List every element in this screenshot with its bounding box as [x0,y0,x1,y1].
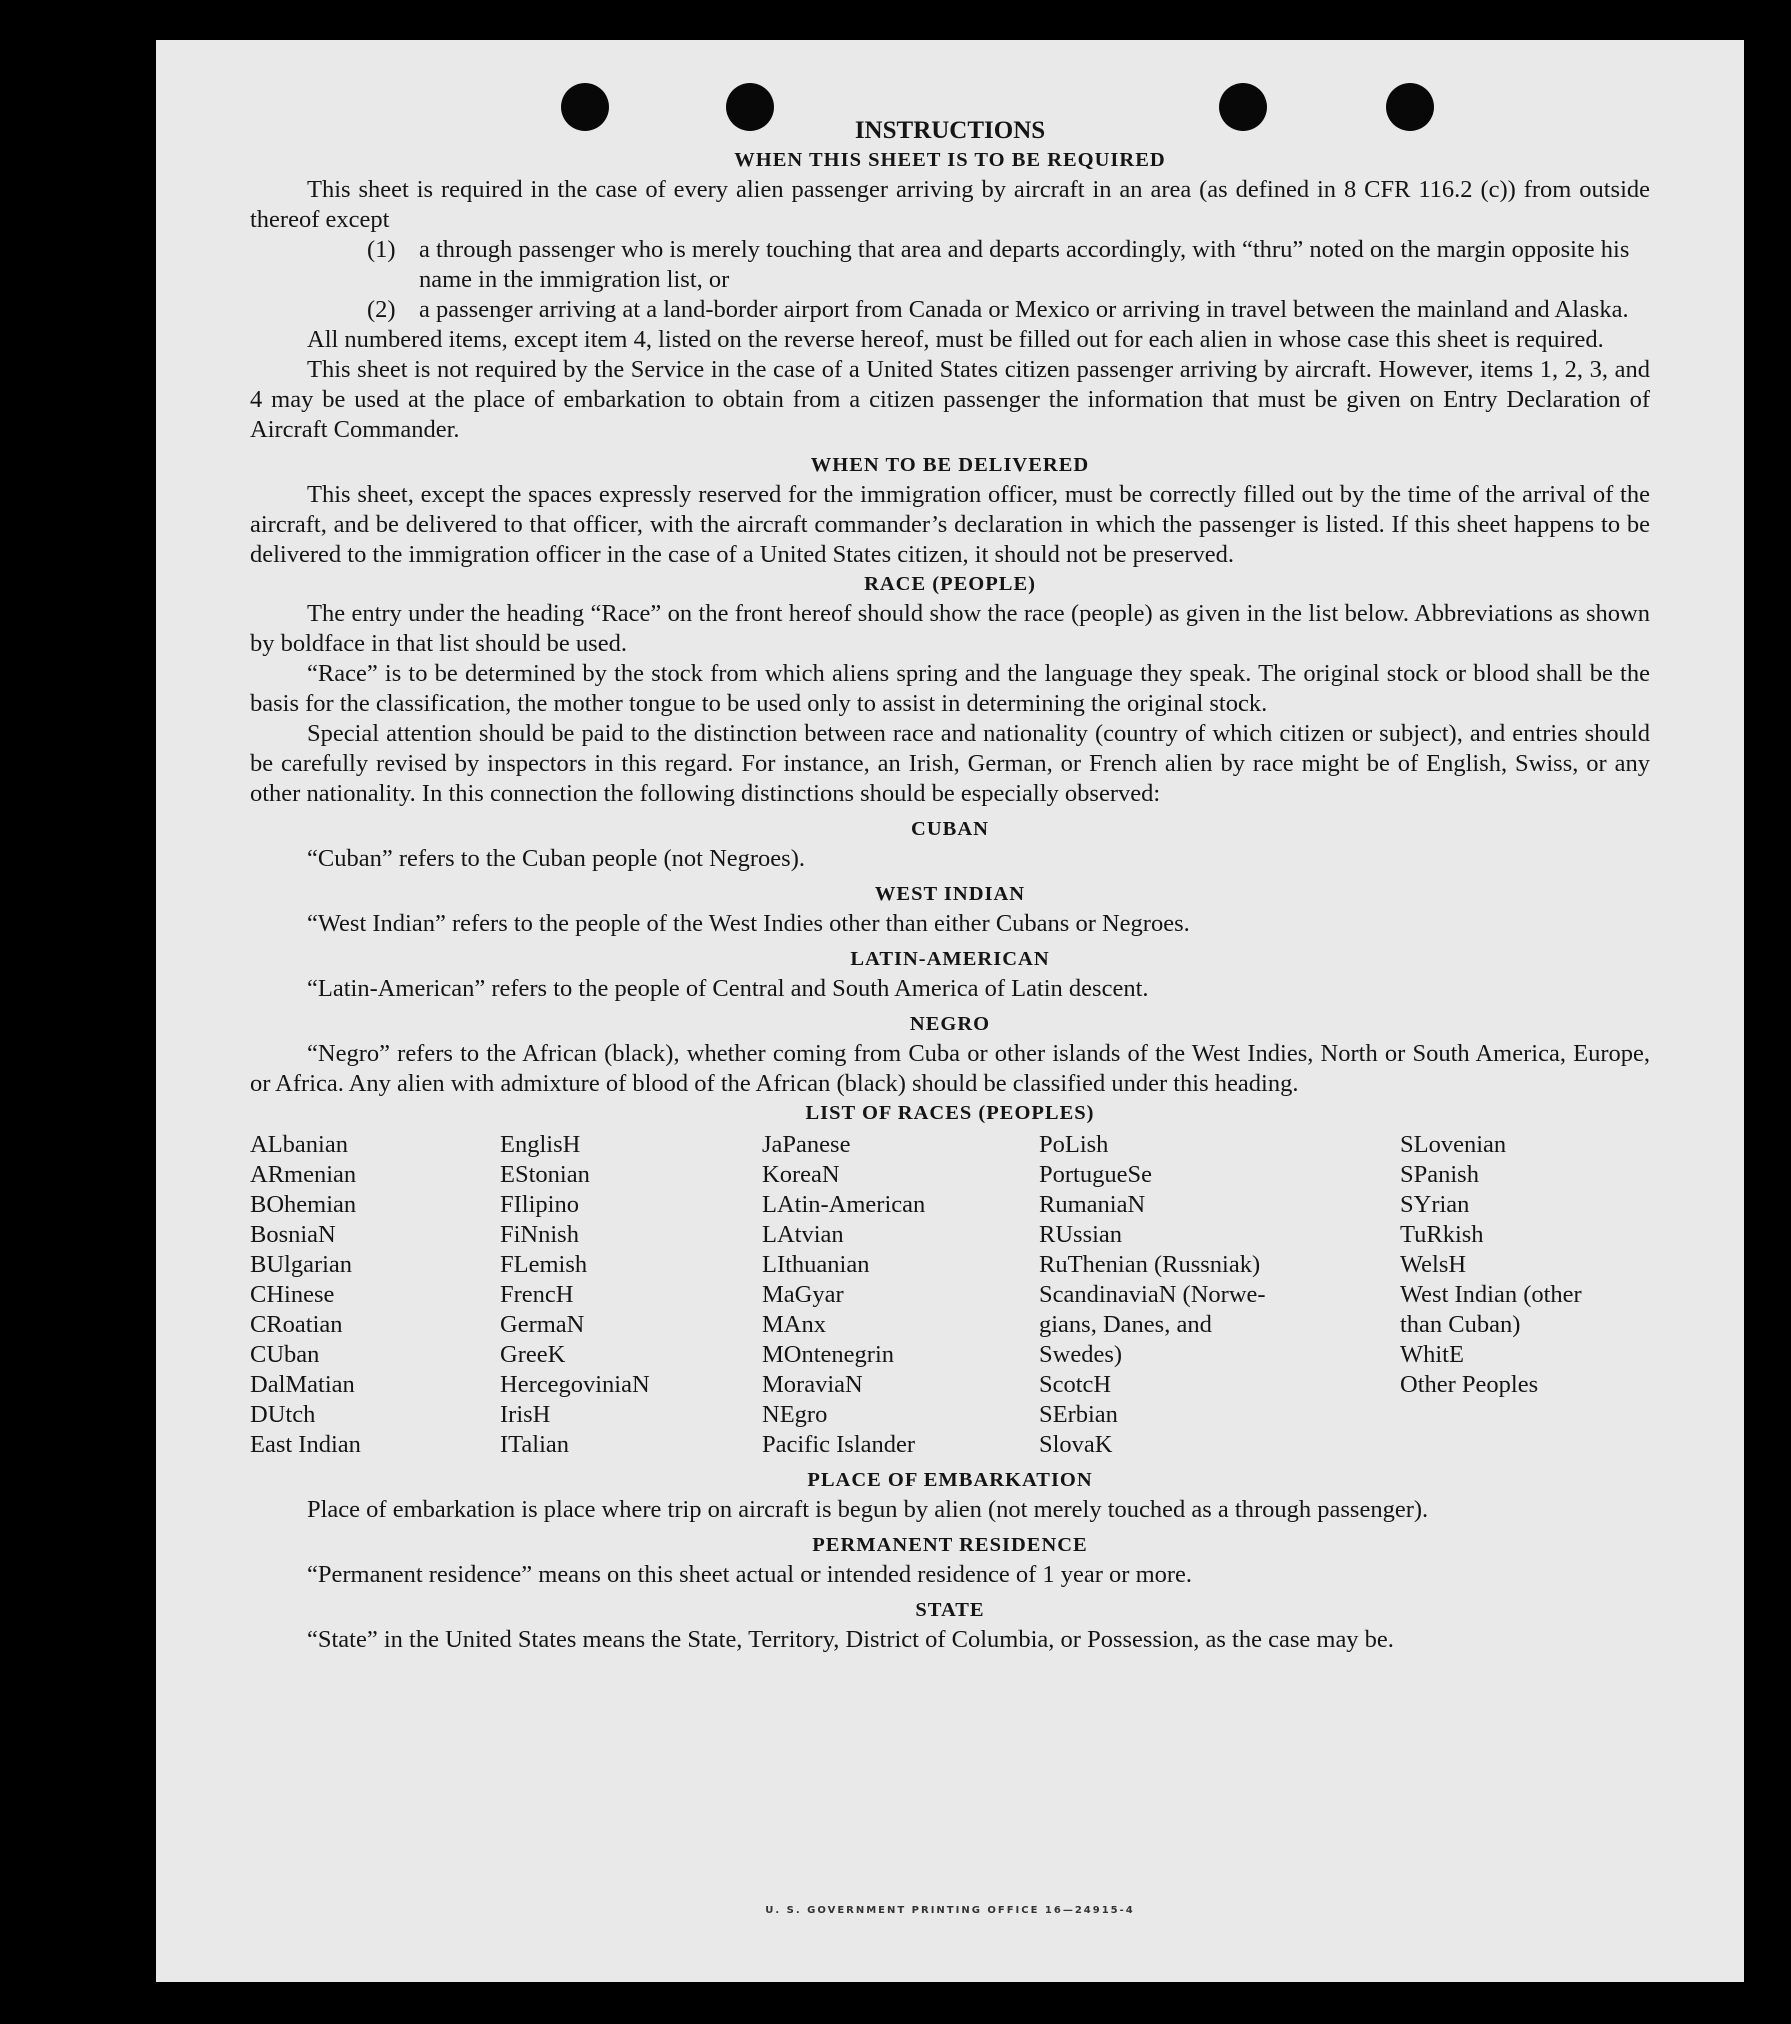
race-entry: ITalian [500,1431,570,1458]
race-entry: BOhemian [250,1191,357,1218]
race-entry: TuRkish [1400,1221,1484,1248]
paragraph: “Cuban” refers to the Cuban people (not Negroes). [307,845,805,872]
races-column [1400,1130,1650,1460]
race-entry: NEgro [762,1401,828,1428]
paragraph: This sheet is not required by the Service in the case of a United States citizen passenger arriving by aircraft. However, items 1, 2, 3, and 4 may be used at the place of embarkation to obtain from a citizen passenger the information that must be given on Entry Declaration of Aircraft Commander. [250,356,1650,443]
item-number: (1) [367,236,396,263]
race-entry: MOntenegrin [762,1341,894,1368]
section-heading: LATIN-AMERICAN [850,948,1050,970]
race-entry: MaGyar [762,1281,844,1308]
race-entry: ScotcH [1039,1371,1112,1398]
race-entry: East Indian [250,1431,361,1458]
race-entry: LAtin-American [762,1191,926,1218]
section-heading: WHEN THIS SHEET IS TO BE REQUIRED [734,149,1166,171]
paragraph: “Race” is to be determined by the stock from which aliens spring and the language they speak. The original stock or blood shall be the basis for the classification, the mother tongue to be used only to assist in determining the original stock. [250,660,1650,717]
paragraph: “Permanent residence” means on this sheet actual or intended residence of 1 year or more. [307,1561,1193,1588]
race-entry: CUban [250,1341,320,1368]
document-page [156,40,1744,1982]
race-entry: KoreaN [762,1161,840,1188]
instructions-body [250,116,1650,1655]
paragraph: This sheet, except the spaces expressly reserved for the immigration officer, must be correctly filled out by the time of the arrival of the aircraft, and be delivered to that officer, with the aircraft commander’s declaration in which the passenger is listed. If this sheet happens to be delivered to the immigration officer in the case of a United States citizen, it should not be preserved. [250,481,1650,568]
race-entry: LIthuanian [762,1251,870,1278]
race-entry: FrencH [500,1281,574,1308]
race-entry: IrisH [500,1401,551,1428]
race-entry: MoraviaN [762,1371,863,1398]
race-entry: than Cuban) [1400,1311,1521,1338]
paragraph: Special attention should be paid to the distinction between race and nationality (country of which citizen or subject), and entries should be carefully revised by inspectors in this regard. For instance, an Irish, German, or French alien by race might be of English, Swiss, or any other nationality. In this connection the following distinctions should be especially observed: [250,720,1650,807]
section-heading: CUBAN [911,818,989,840]
section-heading: PLACE OF EMBARKATION [807,1469,1093,1491]
races-column [250,1130,500,1460]
section-heading: WEST INDIAN [874,883,1026,905]
races-column [762,1130,1039,1460]
printer-imprint: U. S. GOVERNMENT PRINTING OFFICE 16—24915-4 [765,1905,1135,1916]
races-list [250,1130,1650,1460]
race-entry: CRoatian [250,1311,343,1338]
race-entry: SlovaK [1039,1431,1113,1458]
race-entry: BosniaN [250,1221,336,1248]
race-entry: GreeK [500,1341,566,1368]
paragraph: “Negro” refers to the African (black), whether coming from Cuba or other islands of the West Indies, North or South America, Europe, or Africa. Any alien with admixture of blood of the African (black) should be classified under this heading. [250,1040,1650,1097]
race-entry: ALbanian [250,1131,348,1158]
race-entry: SYrian [1400,1191,1470,1218]
race-entry: FiNnish [500,1221,579,1248]
race-entry: SPanish [1400,1161,1479,1188]
section-heading: WHEN TO BE DELIVERED [810,454,1090,476]
section-heading: LIST OF RACES (PEOPLES) [805,1102,1095,1124]
races-column [1039,1130,1400,1460]
exception-item [367,295,1650,325]
race-entry: RuThenian (Russniak) [1039,1251,1261,1278]
section-heading: PERMANENT RESIDENCE [812,1534,1088,1556]
exception-item [367,235,1650,295]
section-heading: NEGRO [909,1013,991,1035]
item-text: a through passenger who is merely touching that area and departs accordingly, with “thru” noted on the margin opposite his name in the immigration list, or [419,236,1630,293]
race-entry: Swedes) [1039,1341,1123,1368]
race-entry: WelsH [1400,1251,1467,1278]
paragraph: “Latin-American” refers to the people of Central and South America of Latin descent. [307,975,1149,1002]
race-entry: PortugueSe [1039,1161,1152,1188]
race-entry: HercegoviniaN [500,1371,650,1398]
race-entry: WhitE [1400,1341,1464,1368]
race-entry: Pacific Islander [762,1431,916,1458]
paragraph: This sheet is required in the case of every alien passenger arriving by aircraft in an area (as defined in 8 CFR 116.2 (c)) from outside thereof except [250,176,1650,233]
race-entry: EStonian [500,1161,590,1188]
race-entry: FIlipino [500,1191,579,1218]
race-entry: RumaniaN [1039,1191,1146,1218]
race-entry: Other Peoples [1400,1371,1539,1398]
section-heading: STATE [915,1599,985,1621]
race-entry: GermaN [500,1311,585,1338]
race-entry: DUtch [250,1401,316,1428]
race-entry: LAtvian [762,1221,844,1248]
race-entry: SLovenian [1400,1131,1507,1158]
race-entry: MAnx [762,1311,826,1338]
race-entry: West Indian (other [1400,1281,1582,1308]
race-entry: RUssian [1039,1221,1123,1248]
race-entry: EnglisH [500,1131,581,1158]
item-number: (2) [367,296,396,323]
race-entry: BUlgarian [250,1251,353,1278]
race-entry: gians, Danes, and [1039,1311,1212,1338]
paragraph: Place of embarkation is place where trip on aircraft is begun by alien (not merely touched as a through passenger). [307,1496,1429,1523]
race-entry: CHinese [250,1281,335,1308]
races-column [500,1130,762,1460]
paragraph: “West Indian” refers to the people of the West Indies other than either Cubans or Negroes. [307,910,1190,937]
race-entry: PoLish [1039,1131,1109,1158]
item-text: a passenger arriving at a land-border airport from Canada or Mexico or arriving in travel between the mainland and Alaska. [419,296,1629,323]
race-entry: ARmenian [250,1161,357,1188]
race-entry: SErbian [1039,1401,1118,1428]
section-heading: RACE (PEOPLE) [864,573,1036,595]
race-entry: JaPanese [762,1131,851,1158]
paragraph: All numbered items, except item 4, listed on the reverse hereof, must be filled out for each alien in whose case this sheet is required. [307,326,1604,353]
page-title: INSTRUCTIONS [854,117,1046,144]
race-entry: ScandinaviaN (Norwe- [1039,1281,1266,1308]
paragraph: The entry under the heading “Race” on the front hereof should show the race (people) as given in the list below. Abbreviations as shown by boldface in that list should be used. [250,600,1650,657]
race-entry: DalMatian [250,1371,355,1398]
race-entry: FLemish [500,1251,588,1278]
paragraph: “State” in the United States means the State, Territory, District of Columbia, or Possession, as the case may be. [307,1626,1394,1653]
